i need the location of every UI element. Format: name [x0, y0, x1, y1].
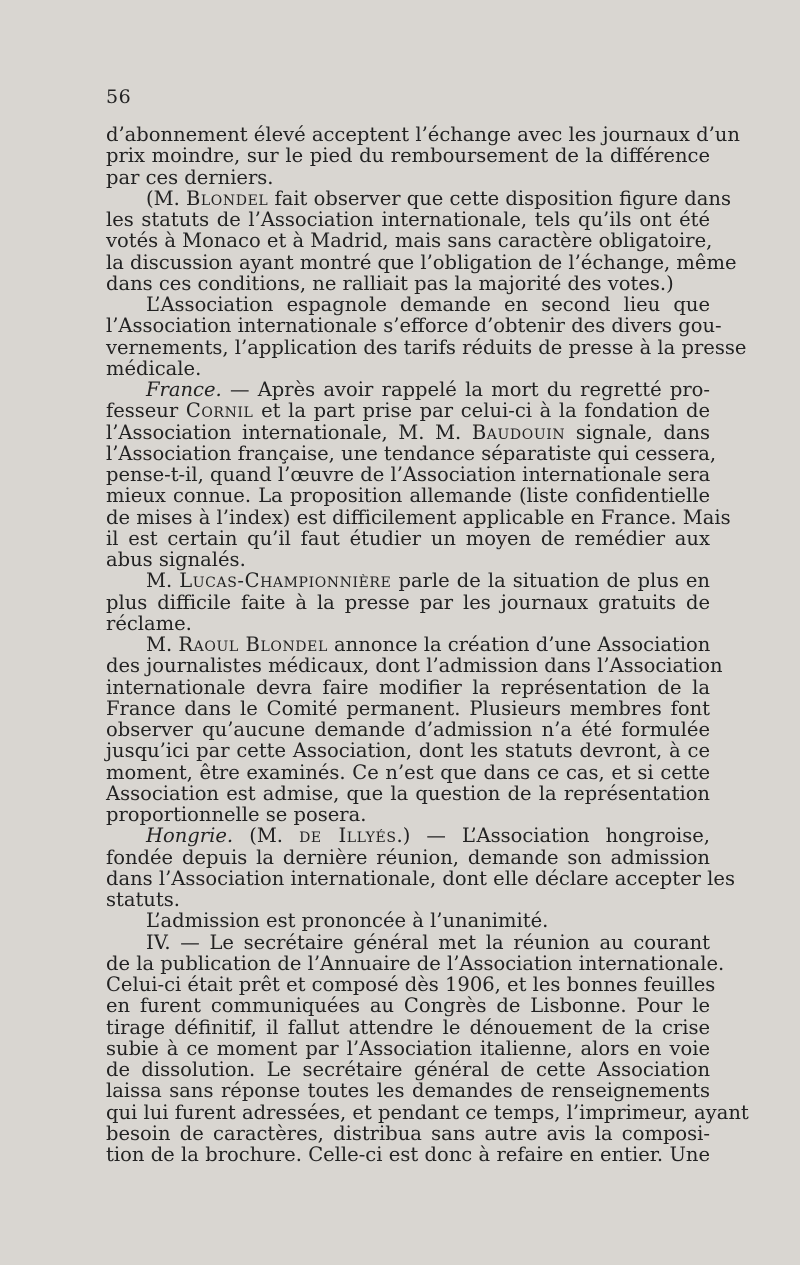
text-segment: parle de la situation de plus en: [391, 569, 710, 593]
text-line: [106, 400, 710, 421]
text-line: [106, 229, 713, 253]
text-segment: l’Association française, une tendance séparatiste qui cessera,: [106, 441, 717, 465]
text-segment: — Après avoir rappelé la mort du regretté pro-: [221, 378, 710, 401]
country-heading: France.: [146, 378, 222, 401]
text-line: [106, 951, 725, 975]
text-segment: de dissolution. Le secrétaire général de cette Association: [106, 1058, 710, 1081]
text-line: [106, 273, 710, 294]
text-segment: la discussion ayant montré que l’obligation de l’échange, même: [106, 250, 737, 274]
text-line: [106, 698, 710, 719]
text-line: [106, 1100, 749, 1124]
text-segment: et la part prise par celui-ci à la fondation de: [253, 399, 710, 423]
text-segment: subie à ce moment par l’Association italienne, alors en voie: [106, 1036, 710, 1060]
text-segment: (M.: [233, 824, 300, 848]
text-line: [106, 1038, 710, 1059]
text-line: [106, 1059, 710, 1080]
text-segment: réclame.: [106, 611, 192, 635]
person-name: Lucas-Championnière: [179, 569, 392, 593]
text-segment: fait observer que cette disposition figure dans: [268, 186, 731, 210]
person-name: Cornil: [185, 399, 254, 423]
text-segment: observer qu’aucune demande d’admission n’a été formulée: [106, 718, 710, 741]
text-segment: prix moindre, sur le pied du remboursement de la différence: [106, 144, 710, 168]
text-line: [106, 505, 731, 529]
text-segment: plus difficile faite à la presse par les journaux gratuits de: [106, 590, 710, 614]
text-segment: jusqu’ici par cette Association, dont les statuts devront, à ce: [106, 739, 710, 763]
text-segment: votés à Monaco et à Madrid, mais sans caractère obligatoire,: [106, 229, 713, 253]
text-segment: dans ces conditions, ne ralliait pas la majorité des votes.): [106, 271, 674, 295]
text-segment: moment, être examinés. Ce n’est que dans ce cas, et si cette: [106, 760, 710, 784]
text-line: [106, 762, 710, 783]
text-segment: (M.: [146, 186, 186, 210]
text-segment: qui lui furent adressées, et pendant ce temps, l’imprimeur, ayant: [106, 1100, 749, 1124]
text-segment: Association est admise, que la question de la représentation: [106, 781, 710, 805]
text-segment: vernements, l’application des tarifs réduits de presse à la presse: [106, 335, 747, 359]
text-line: [106, 1080, 710, 1101]
text-segment: signale, dans: [565, 420, 710, 444]
text-line: [106, 209, 710, 230]
text-line: [106, 932, 710, 953]
text-segment: tirage définitif, il fallut attendre le dénouement de la crise: [106, 1015, 710, 1039]
text-line: [106, 825, 710, 846]
text-line: [106, 549, 710, 570]
text-segment: de la publication de l’Annuaire de l’Association internationale.: [106, 951, 725, 975]
text-line: [106, 910, 710, 931]
text-line: [106, 422, 710, 443]
text-segment: dans l’Association internationale, dont elle déclare accepter les: [106, 866, 735, 890]
text-line: [106, 613, 710, 634]
text-line: [106, 973, 716, 996]
person-name: Blondel: [185, 186, 269, 210]
text-line: [106, 995, 710, 1016]
text-line: [106, 1144, 710, 1165]
text-segment: l’Association internationale, M. M.: [106, 420, 472, 444]
person-name: Raoul Blondel: [178, 633, 328, 656]
text-line: [106, 889, 710, 910]
text-segment: médicale.: [106, 356, 202, 380]
text-segment: fondée depuis la dernière réunion, demande son admission: [106, 845, 710, 869]
country-heading: Hongrie.: [146, 824, 234, 848]
text-line: [106, 145, 710, 166]
text-line: [106, 167, 710, 188]
text-line: [106, 250, 737, 274]
text-segment: abus signalés.: [106, 548, 246, 571]
text-segment: internationale devra faire modifier la représentation de la: [106, 675, 710, 699]
text-line: [106, 592, 710, 613]
text-segment: de mises à l’index) est difficilement applicable en France. Mais: [106, 505, 731, 529]
text-line: [106, 485, 710, 506]
text-line: [106, 719, 710, 740]
text-line: [106, 654, 723, 678]
text-segment: mieux connue. La proposition allemande (liste confidentielle: [106, 484, 710, 508]
text-line: [106, 358, 710, 379]
text-line: [106, 294, 710, 315]
text-segment: L’Association espagnole demande en second lieu que: [146, 293, 710, 316]
body-text: [106, 123, 749, 1166]
text-segment: par ces derniers.: [106, 165, 274, 189]
text-segment: fesseur: [106, 399, 186, 423]
text-segment: IV. — Le secrétaire général met la réunion au courant: [146, 930, 710, 954]
text-line: [106, 464, 710, 485]
text-line: [106, 186, 731, 210]
text-segment: L’admission est prononcée à l’unanimité.: [146, 909, 549, 933]
text-line: [106, 1123, 710, 1144]
person-name: Baudouin: [471, 420, 566, 444]
text-line: [106, 677, 710, 698]
text-segment: statuts.: [106, 888, 180, 911]
text-segment: l’Association internationale s’efforce d’obtenir des divers gou-: [106, 314, 722, 338]
text-segment: France dans le Comité permanent. Plusieurs membres font: [106, 696, 710, 720]
text-segment: il est certain qu’il faut étudier un moyen de remédier aux: [106, 526, 710, 550]
text-segment: en furent communiquées au Congrès de Lisbonne. Pour le: [106, 994, 710, 1018]
text-line: [106, 866, 735, 890]
text-segment: M.: [146, 569, 180, 593]
text-segment: annonce la création d’une Association: [327, 633, 711, 656]
text-segment: laissa sans réponse toutes les demandes de renseignements: [106, 1079, 710, 1103]
text-line: [106, 335, 747, 359]
text-segment: tion de la brochure. Celle-ci est donc à refaire en entier. Une: [106, 1143, 710, 1166]
text-segment: pense-t-il, quand l’œuvre de l’Association internationale sera: [106, 463, 711, 486]
text-line: [106, 570, 710, 591]
text-segment: besoin de caractères, distribua sans autre avis la composi-: [106, 1121, 710, 1145]
page-number: 56: [106, 86, 132, 108]
text-line: [106, 847, 710, 868]
text-line: [106, 634, 710, 655]
person-name: de Illyés: [299, 824, 397, 848]
text-line: [106, 804, 710, 825]
text-line: [106, 783, 710, 804]
text-segment: d’abonnement élevé acceptent l’échange avec les journaux d’un: [106, 123, 740, 146]
text-segment: les statuts de l’Association internationale, tels qu’ils ont été: [106, 208, 710, 231]
text-segment: des journalistes médicaux, dont l’admission dans l’Association: [106, 654, 723, 678]
text-line: [106, 379, 710, 400]
text-segment: .) — L’Association hongroise,: [396, 824, 711, 848]
text-line: [106, 740, 710, 761]
text-line: [106, 314, 722, 338]
text-line: [106, 123, 740, 146]
text-segment: proportionnelle se posera.: [106, 803, 367, 826]
text-line: [106, 528, 710, 549]
text-segment: M.: [146, 633, 179, 656]
text-line: [106, 1017, 710, 1038]
text-line: [106, 441, 717, 465]
text-segment: Celui-ci était prêt et composé dès 1906, et les bonnes feuilles: [106, 973, 716, 996]
